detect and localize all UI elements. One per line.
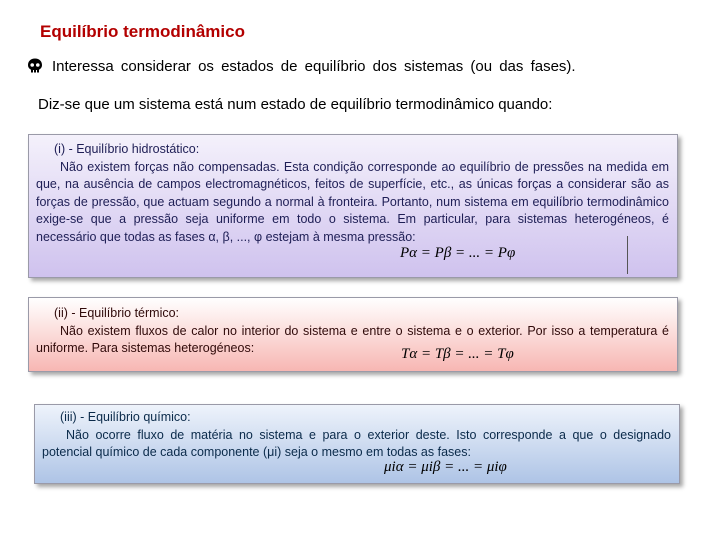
box-heading: (i) - Equilíbrio hidrostático: <box>54 142 200 156</box>
temperature-equality-formula: Tα = Tβ = ... = Tφ <box>401 346 514 362</box>
box-body: Não existem fluxos de calor no interior do sistema e entre o sistema e o exterior. Por isso a temperatura é uniforme. Para sistemas heterogéneos: <box>36 323 669 355</box>
intro-text: Diz-se que um sistema está num estado de equilíbrio termodinâmico quando: <box>38 96 553 113</box>
divider-line <box>627 236 628 274</box>
thermal-equilibrium-box <box>28 297 678 372</box>
skull-bullet-icon <box>26 57 44 75</box>
box-heading: (ii) - Equilíbrio térmico: <box>54 306 180 320</box>
slide-title: Equilíbrio termodinâmico <box>40 22 245 41</box>
hydrostatic-equilibrium-box <box>28 134 678 278</box>
chemical-equilibrium-box <box>34 404 680 484</box>
box-heading: (iii) - Equilíbrio químico: <box>60 410 191 424</box>
box-body: Não ocorre fluxo de matéria no sistema e para o exterior deste. Isto corresponde a que o designado potencial químico de cada componente (μi) seja o mesmo em todas as fases: <box>42 427 671 459</box>
chemical-potential-equality-formula: μiα = μiβ = ... = μiφ <box>384 459 507 475</box>
box-body: Não existem forças não compensadas. Esta condição corresponde ao equilíbrio de pressões na medida em que, na ausência de campos electromagnéticos, feitos de superfície, etc., as únicas forças a considerar são as forças de pressão, que actuam segundo a normal à fronteira. Portanto, num sistema em equilíbrio termodinâmico exige-se que a pressão seja uniforme em todo o sistema. Em particular, para sistemas heterogéneos, é necessário que todas as fases α, β, ..., φ estejam à mesma pressão: <box>36 159 669 244</box>
bullet-text: Interessa considerar os estados de equilíbrio dos sistemas (ou das fases). <box>52 57 576 75</box>
bullet-line <box>26 57 666 75</box>
pressure-equality-formula: Pα = Pβ = ... = Pφ <box>400 245 516 261</box>
